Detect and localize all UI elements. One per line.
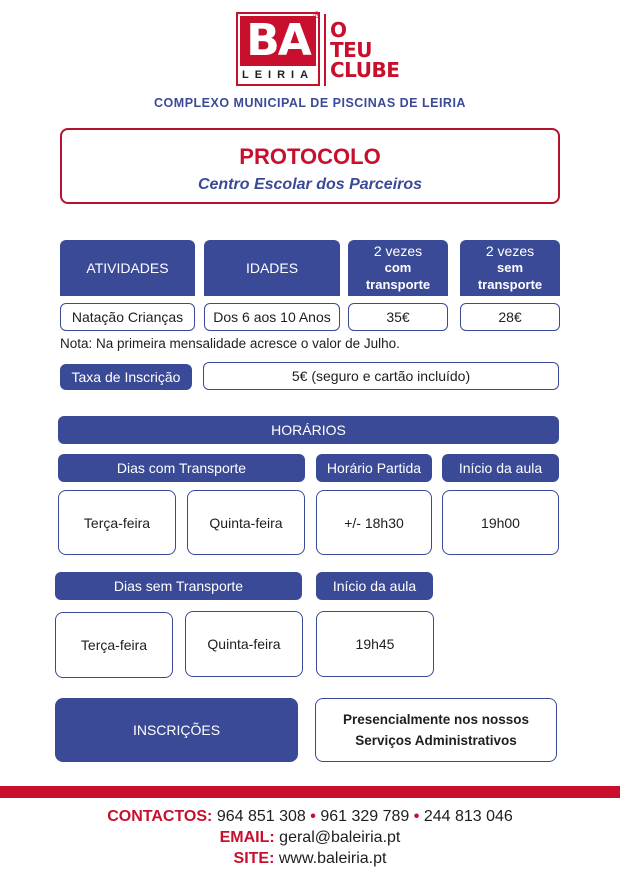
protocol-subtitle: Centro Escolar dos Parceiros xyxy=(197,176,423,193)
separator-1: • xyxy=(310,808,316,825)
registered-mark: ® xyxy=(313,10,320,20)
departure-time-value: +/- 18h30 xyxy=(316,490,432,555)
phone-2: 961 329 789 xyxy=(320,808,410,825)
cell-without-transport-price: 28€ xyxy=(460,303,560,331)
logo-divider xyxy=(324,14,326,86)
header-with-transport xyxy=(348,240,448,296)
without-transport-day-thursday: Quinta-feira xyxy=(185,611,303,677)
registration-fee-value: 5€ (seguro e cartão incluído) xyxy=(203,362,559,390)
header-without-transport-line2: sem xyxy=(496,260,524,275)
header-with-transport-line3: transporte xyxy=(365,277,431,292)
ba-leiria-logo xyxy=(236,12,320,86)
email-line xyxy=(0,829,620,847)
cell-with-transport-price: 35€ xyxy=(348,303,448,331)
logo-tagline-line2: CLUBE xyxy=(330,58,400,82)
email-label: EMAIL: xyxy=(219,829,275,846)
note-text: Nota: Na primeira mensalidade acresce o valor de Julho. xyxy=(60,336,400,351)
phone-1: 964 851 308 xyxy=(216,808,306,825)
departure-time-label: Horário Partida xyxy=(316,454,432,482)
without-transport-day-tuesday: Terça-feira xyxy=(55,612,173,678)
phone-3: 244 813 046 xyxy=(423,808,513,825)
registrations-info xyxy=(315,698,557,762)
site-link[interactable]: www.baleiria.pt xyxy=(278,850,387,867)
schedules-title: HORÁRIOS xyxy=(58,416,559,444)
logo-tagline xyxy=(330,18,400,82)
cell-activity: Natação Crianças xyxy=(60,303,195,331)
logo-city: LEIRIA xyxy=(241,69,315,81)
header-ages: IDADES xyxy=(204,240,340,296)
without-transport-start-time: 19h45 xyxy=(316,611,434,677)
header-without-transport-line3: transporte xyxy=(477,277,543,292)
footer-divider xyxy=(0,786,620,798)
without-transport-days-label: Dias sem Transporte xyxy=(55,572,302,600)
without-transport-start-label: Início da aula xyxy=(316,572,433,600)
header-without-transport-line1: 2 vezes xyxy=(485,243,535,259)
complex-subtitle: COMPLEXO MUNICIPAL DE PISCINAS DE LEIRIA xyxy=(154,96,466,110)
with-transport-days-label: Dias com Transporte xyxy=(58,454,305,482)
with-transport-start-time: 19h00 xyxy=(442,490,559,555)
with-transport-day-thursday: Quinta-feira xyxy=(187,490,305,555)
logo-letters: BA xyxy=(240,16,316,66)
contacts-label: CONTACTOS: xyxy=(107,808,213,825)
protocol-title: PROTOCOLO xyxy=(239,144,381,169)
logo-tagline-line1: O TEU xyxy=(330,18,373,62)
header-without-transport xyxy=(460,240,560,296)
registrations-info-line2: Serviços Administrativos xyxy=(355,733,517,748)
email-link[interactable]: geral@baleiria.pt xyxy=(279,829,401,846)
separator-2: • xyxy=(413,808,420,825)
with-transport-start-label: Início da aula xyxy=(442,454,559,482)
site-line xyxy=(0,850,620,868)
protocol-box xyxy=(60,128,560,204)
cell-ages: Dos 6 aos 10 Anos xyxy=(204,303,340,331)
registrations-label: INSCRIÇÕES xyxy=(55,698,298,762)
header-with-transport-line1: 2 vezes xyxy=(373,243,423,259)
registrations-info-line1: Presencialmente nos nossos xyxy=(342,712,530,727)
site-label: SITE: xyxy=(233,850,275,867)
header-with-transport-line2: com xyxy=(384,260,412,275)
contacts-line xyxy=(0,808,620,826)
header-activities: ATIVIDADES xyxy=(60,240,195,296)
registration-fee-label: Taxa de Inscrição xyxy=(60,364,192,390)
with-transport-day-tuesday: Terça-feira xyxy=(58,490,176,555)
